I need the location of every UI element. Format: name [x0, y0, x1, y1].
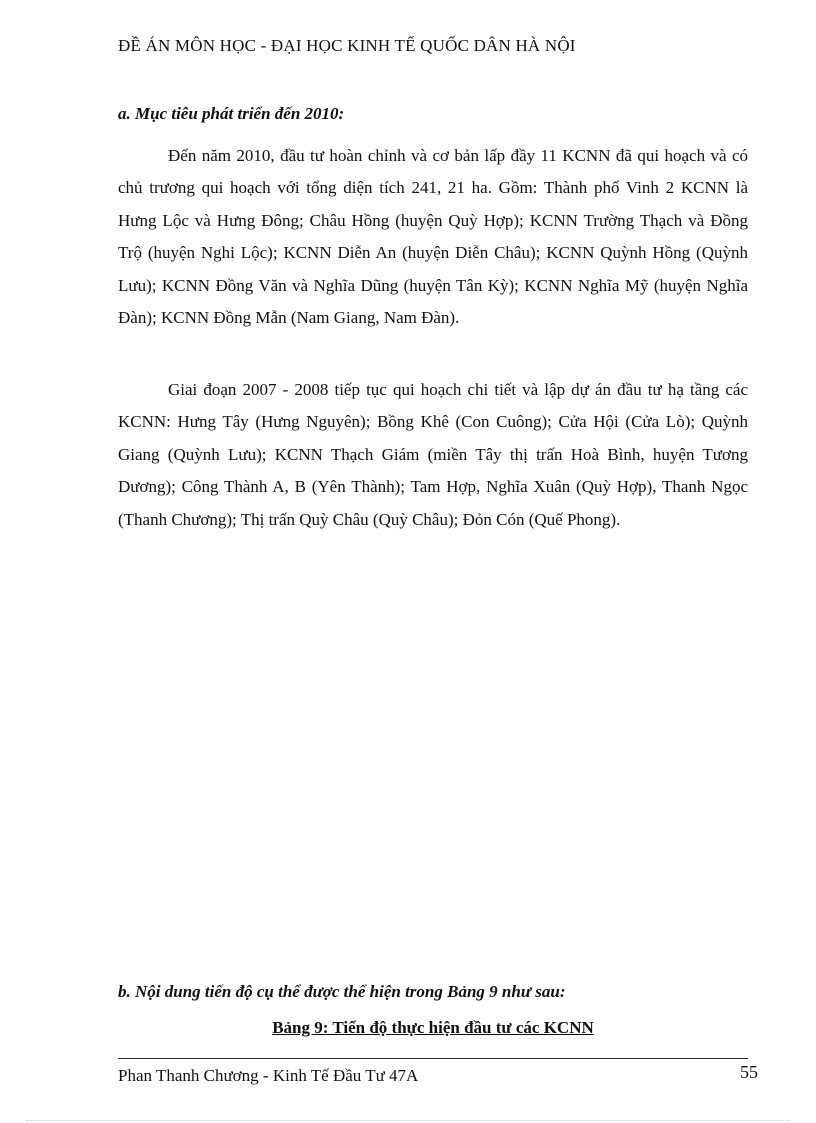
section-b-heading: b. Nội dung tiến độ cụ thể được thể hiện trong Bảng 9 như sau:: [118, 982, 566, 1001]
section-a-heading: a. Mục tiêu phát triển đến 2010:: [118, 104, 345, 123]
section-a-paragraph-1: [118, 140, 748, 334]
footer-divider: [118, 1058, 748, 1059]
section-a-paragraph-2: [118, 374, 748, 536]
page-header: ĐỀ ÁN MÔN HỌC - ĐẠI HỌC KINH TẾ QUỐC DÂN HÀ NỘI: [118, 36, 576, 55]
table-caption: Bảng 9: Tiến độ thực hiện đầu tư các KCNN: [272, 1018, 594, 1037]
page-number: 55: [740, 1062, 758, 1082]
page-bottom-border: [26, 1120, 790, 1121]
paragraph-text: Giai đoạn 2007 - 2008 tiếp tục qui hoạch chi tiết và lập dự án đầu tư hạ tầng các KCNN: Hưng Tây (Hưng Nguyên); Bồng Khê (Con Cuông); Cửa Hội (Cửa Lò); Quỳnh Giang (Quỳnh Lưu); KCNN Thạch Giám (miền Tây thị trấn Hoà Bình, huyện Tương Dương); Công Thành A, B (Yên Thành); Tam Hợp, Nghĩa Xuân (Quỳ Hợp), Thanh Ngọc (Thanh Chương); Thị trấn Quỳ Châu (Quỳ Châu); Đỏn Cón (Quế Phong).: [118, 380, 748, 529]
paragraph-text: Đến năm 2010, đầu tư hoàn chỉnh và cơ bản lấp đầy 11 KCNN đã qui hoạch và có chủ trương qui hoạch với tổng diện tích 241, 21 ha. Gồm: Thành phố Vinh 2 KCNN là Hưng Lộc và Hưng Đông; Châu Hồng (huyện Quỳ Hợp); KCNN Trường Thạch và Đồng Trộ (huyện Nghi Lộc); KCNN Diễn An (huyện Diễn Châu); KCNN Quỳnh Hồng (Quỳnh Lưu); KCNN Đồng Văn và Nghĩa Dũng (huyện Tân Kỳ); KCNN Nghĩa Mỹ (huyện Nghĩa Đàn); KCNN Đồng Mẫn (Nam Giang, Nam Đàn).: [118, 146, 748, 328]
footer-author: Phan Thanh Chương - Kinh Tế Đầu Tư 47A: [118, 1066, 419, 1085]
